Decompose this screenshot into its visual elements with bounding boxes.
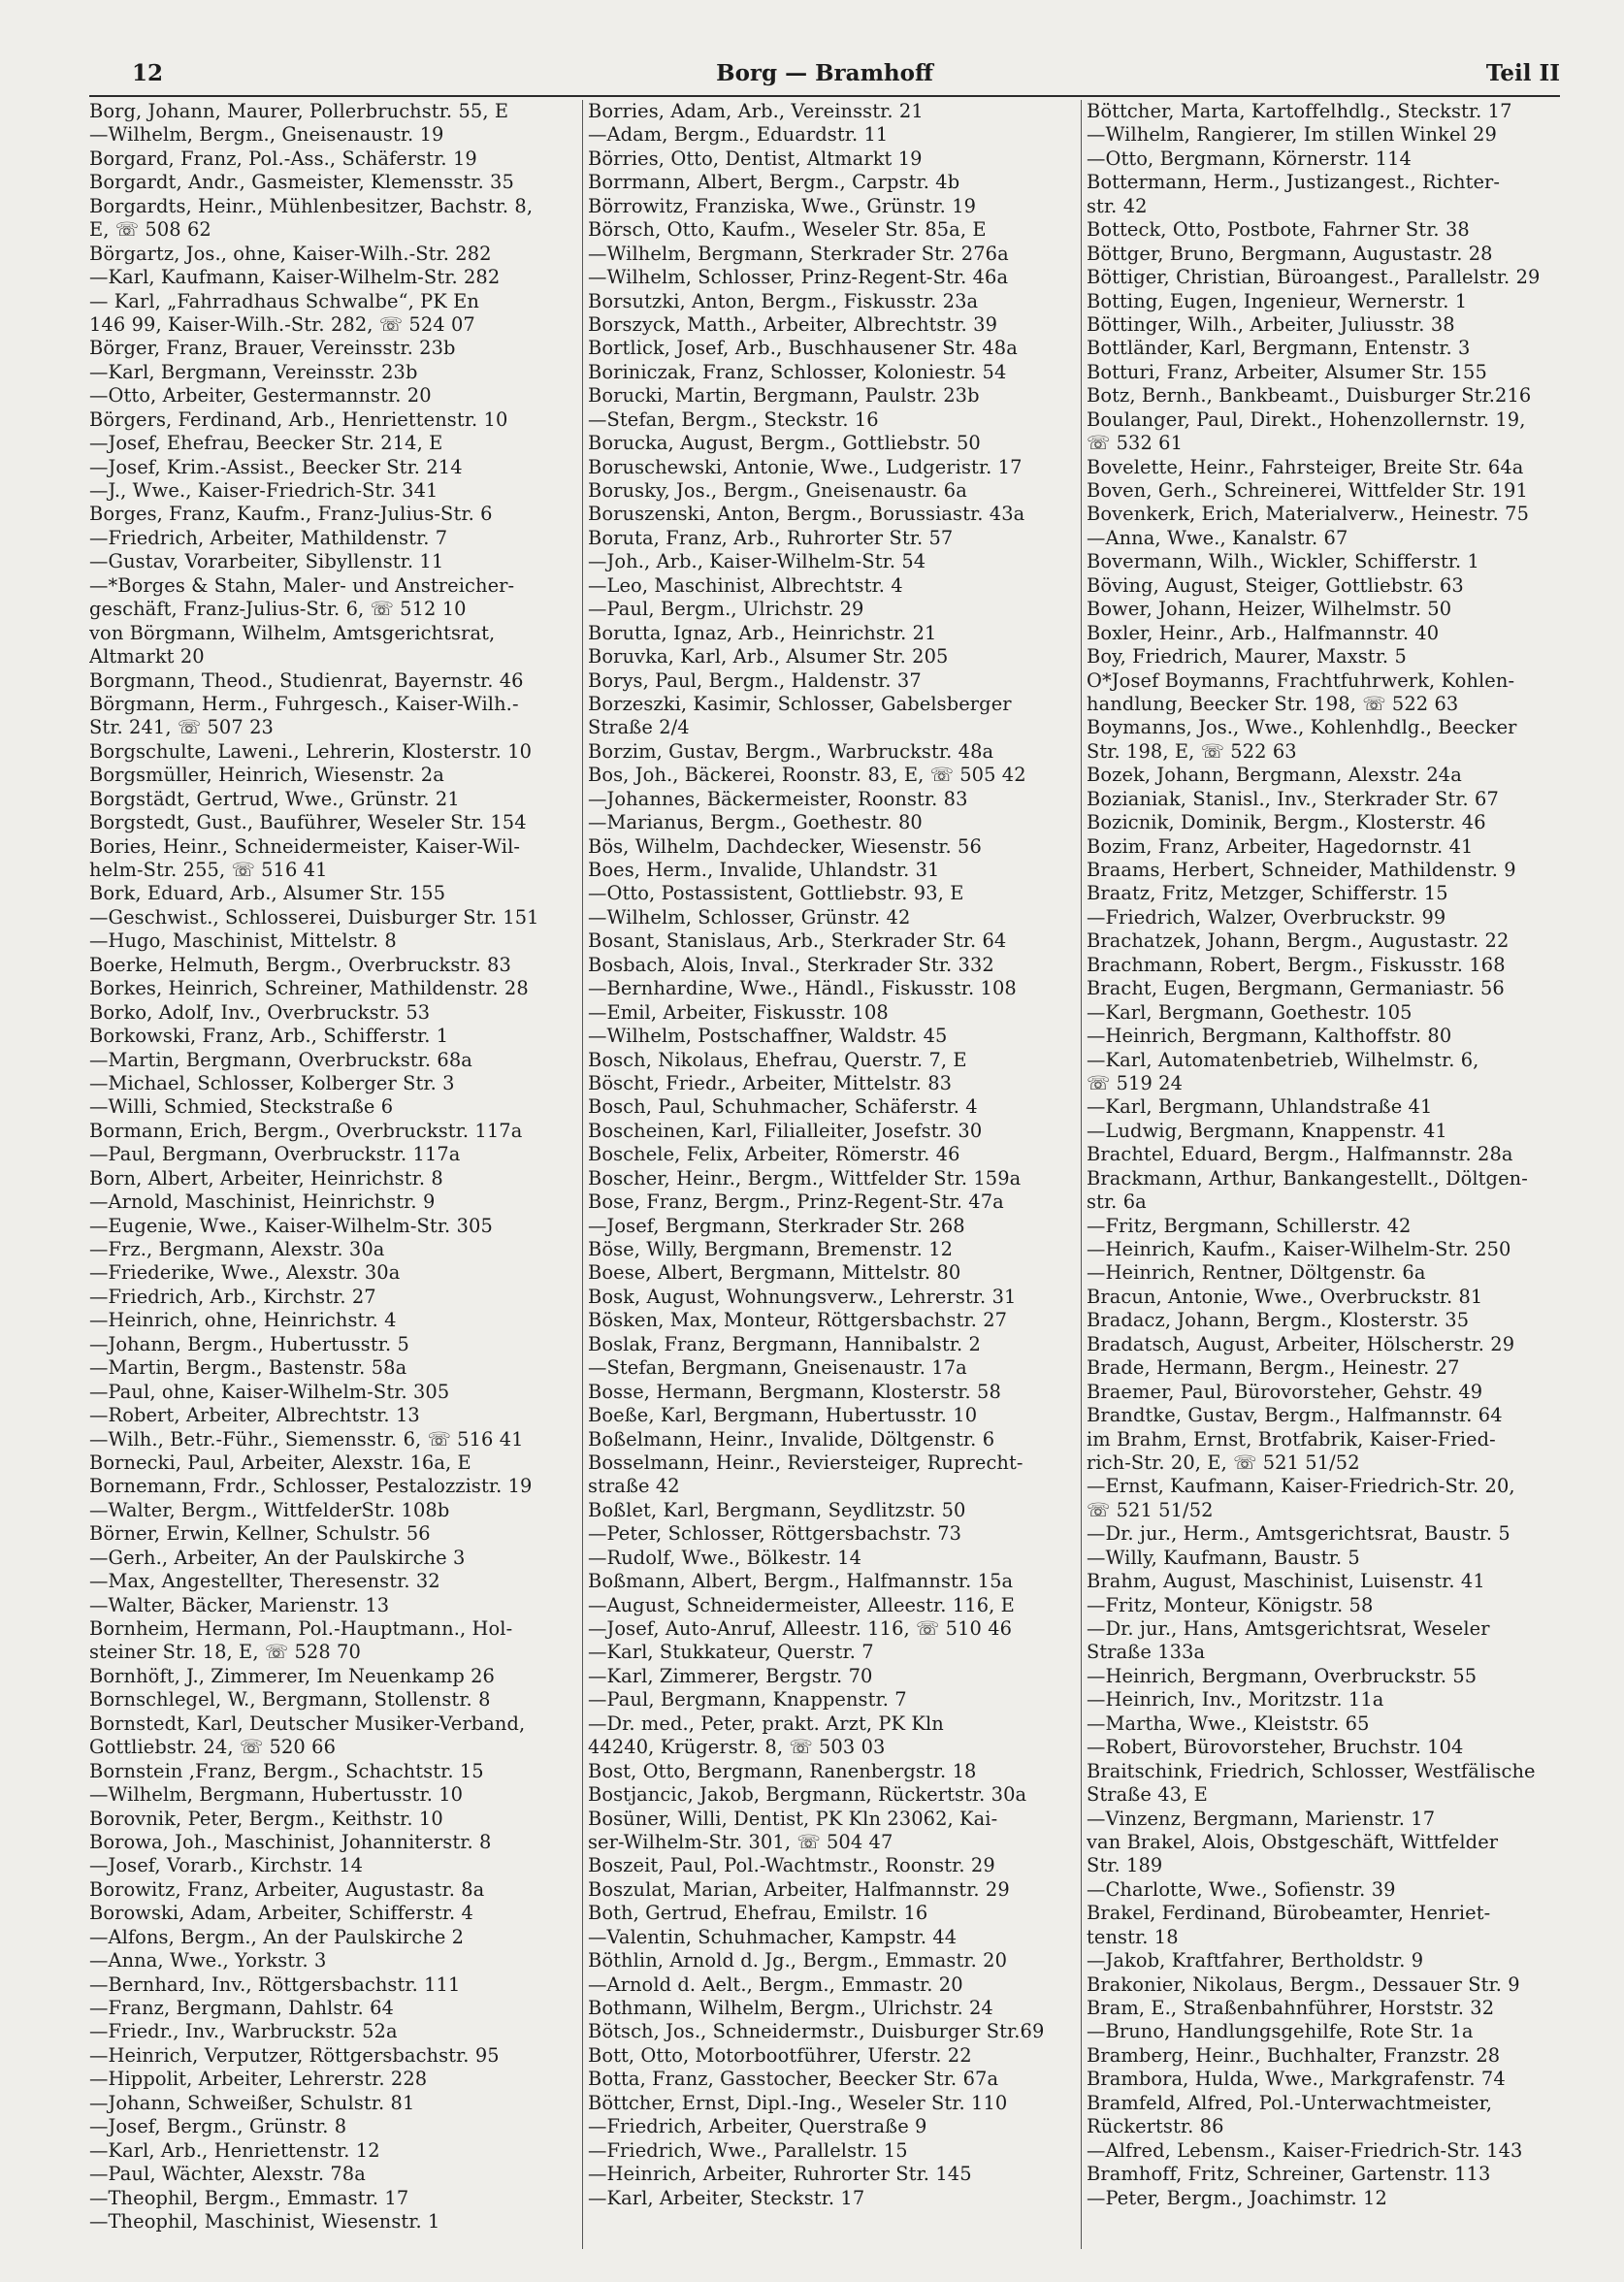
page-header xyxy=(89,60,1560,99)
directory-entry: im Brahm, Ernst, Brotfabrik, Kaiser-Fried- xyxy=(1087,1427,1496,1451)
directory-entry: —Bruno, Handlungsgehilfe, Rote Str. 1a xyxy=(1087,2020,1474,2043)
directory-entry: —Theophil, Bergm., Emmastr. 17 xyxy=(89,2186,409,2209)
directory-entry: Botta, Franz, Gasstocher, Beecker Str. 67a xyxy=(588,2068,999,2091)
directory-entry: Str. 198, E, ☏ 522 63 xyxy=(1087,739,1297,763)
directory-entry: Borys, Paul, Bergm., Haldenstr. 37 xyxy=(588,668,922,692)
directory-entry: Boriniczak, Franz, Schlosser, Koloniestr. 54 xyxy=(588,360,1007,383)
directory-entry: Borko, Adolf, Inv., Overbruckstr. 53 xyxy=(89,1000,431,1024)
directory-entry: —Fritz, Monteur, Königstr. 58 xyxy=(1087,1593,1374,1616)
directory-entry: —Arnold d. Aelt., Bergm., Emmastr. 20 xyxy=(588,1972,963,1996)
directory-entry: —Friedrich, Arbeiter, Querstraße 9 xyxy=(588,2115,927,2138)
directory-entry: —Heinrich, Bergmann, Kalthoffstr. 80 xyxy=(1087,1025,1452,1048)
directory-entry: Borkes, Heinrich, Schreiner, Mathildenstr. 28 xyxy=(89,977,529,1000)
directory-entry: —Josef, Vorarb., Kirchstr. 14 xyxy=(89,1854,364,1877)
directory-entry: Boruschewski, Antonie, Wwe., Ludgeristr. 17 xyxy=(588,455,1023,478)
directory-entry: —Joh., Arb., Kaiser-Wilhelm-Str. 54 xyxy=(588,550,926,573)
directory-entry: Borgsmüller, Heinrich, Wiesenstr. 2a xyxy=(89,764,444,787)
directory-entry: Böttger, Bruno, Bergmann, Augustastr. 28 xyxy=(1087,242,1493,265)
directory-entry: Bosse, Hermann, Bergmann, Klosterstr. 58 xyxy=(588,1380,1001,1403)
directory-entry: steiner Str. 18, E, ☏ 528 70 xyxy=(89,1641,361,1664)
name-range: Borg — Bramhoff xyxy=(716,60,933,86)
directory-entry: —Johann, Schweißer, Schulstr. 81 xyxy=(89,2091,415,2114)
directory-entry: —Hugo, Maschinist, Mittelstr. 8 xyxy=(89,929,397,953)
directory-entry: Borucki, Martin, Bergmann, Paulstr. 23b xyxy=(588,384,980,408)
directory-entry: van Brakel, Alois, Obstgeschäft, Wittfelder xyxy=(1087,1830,1499,1853)
directory-entry: Brahm, August, Maschinist, Luisenstr. 41 xyxy=(1087,1570,1485,1593)
directory-entry: Bornheim, Hermann, Pol.-Hauptmann., Hol- xyxy=(89,1617,513,1640)
directory-entry: —Karl, Bergmann, Uhlandstraße 41 xyxy=(1087,1095,1433,1119)
directory-entry: —Robert, Bürovorsteher, Bruchstr. 104 xyxy=(1087,1736,1464,1759)
directory-entry: Borovnik, Peter, Bergm., Keithstr. 10 xyxy=(89,1807,443,1830)
directory-entry: Bös, Wilhelm, Dachdecker, Wiesenstr. 56 xyxy=(588,834,982,858)
directory-entry: Boruta, Franz, Arb., Ruhrorter Str. 57 xyxy=(588,526,954,549)
directory-entry: —Anna, Wwe., Kanalstr. 67 xyxy=(1087,526,1348,549)
directory-entry: —Josef, Krim.-Assist., Beecker Str. 214 xyxy=(89,455,463,478)
directory-entry: Brachatzek, Johann, Bergm., Augustastr. 22 xyxy=(1087,929,1510,953)
directory-entry: Brandtke, Gustav, Bergm., Halfmannstr. 64 xyxy=(1087,1404,1503,1427)
directory-entry: Boven, Gerh., Schreinerei, Wittfelder Str. 191 xyxy=(1087,479,1528,502)
directory-entry: —Willi, Schmied, Steckstraße 6 xyxy=(89,1095,394,1119)
directory-entry: Boslak, Franz, Bergmann, Hannibalstr. 2 xyxy=(588,1332,981,1355)
directory-entry: Brade, Hermann, Bergm., Heinestr. 27 xyxy=(1087,1356,1460,1380)
directory-entry: —Martin, Bergmann, Overbruckstr. 68a xyxy=(89,1048,472,1071)
directory-entry: —Heinrich, Rentner, Döltgenstr. 6a xyxy=(1087,1261,1426,1285)
directory-entry: Boßlet, Karl, Bergmann, Seydlitzstr. 50 xyxy=(588,1498,966,1521)
directory-entry: Boruszenski, Anton, Bergm., Borussiastr. 43a xyxy=(588,503,1025,526)
directory-entry: Bosüner, Willi, Dentist, PK Kln 23062, Kai- xyxy=(588,1807,998,1830)
directory-entry: Bozianiak, Stanisl., Inv., Sterkrader Str. 67 xyxy=(1087,787,1499,810)
directory-entry: —Gerh., Arbeiter, An der Paulskirche 3 xyxy=(89,1546,466,1569)
directory-entry: —Peter, Bergm., Joachimstr. 12 xyxy=(1087,2186,1387,2209)
directory-entry: —Josef, Bergmann, Sterkrader Str. 268 xyxy=(588,1214,965,1237)
directory-entry: —Wilhelm, Schlosser, Prinz-Regent-Str. 46a xyxy=(588,266,1009,289)
directory-entry: —Karl, Zimmerer, Bergstr. 70 xyxy=(588,1664,873,1687)
directory-entry: —Valentin, Schuhmacher, Kampstr. 44 xyxy=(588,1925,958,1948)
directory-entry: —Martha, Wwe., Kleiststr. 65 xyxy=(1087,1712,1370,1735)
directory-entry: Bottländer, Karl, Bergmann, Entenstr. 3 xyxy=(1087,337,1471,360)
directory-entry: Borgschulte, Laweni., Lehrerin, Klosterstr. 10 xyxy=(89,739,533,763)
directory-entry: Borgardt, Andr., Gasmeister, Klemensstr. 35 xyxy=(89,171,514,194)
directory-entry: Bötsch, Jos., Schneidermstr., Duisburger Str.69 xyxy=(588,2020,1045,2043)
directory-entry: Brakel, Ferdinand, Bürobeamter, Henriet- xyxy=(1087,1902,1491,1925)
directory-entry: — Karl, „Fahrradhaus Schwalbe“, PK En xyxy=(89,289,479,312)
directory-entry: —Josef, Bergm., Grünstr. 8 xyxy=(89,2115,347,2138)
directory-entry: Boschele, Felix, Arbeiter, Römerstr. 46 xyxy=(588,1143,960,1166)
directory-entry: geschäft, Franz-Julius-Str. 6, ☏ 512 10 xyxy=(89,598,467,621)
directory-entry: Börgartz, Jos., ohne, Kaiser-Wilh.-Str. 282 xyxy=(89,242,492,265)
directory-entry: 146 99, Kaiser-Wilh.-Str. 282, ☏ 524 07 xyxy=(89,312,475,336)
directory-entry: —Bernhardine, Wwe., Händl., Fiskusstr. 108 xyxy=(588,977,1017,1000)
directory-entry: Börger, Franz, Brauer, Vereinsstr. 23b xyxy=(89,337,456,360)
directory-entry: ☏ 532 61 xyxy=(1087,432,1184,455)
directory-entry: Boxler, Heinr., Arb., Halfmannstr. 40 xyxy=(1087,621,1440,644)
directory-entry: str. 6a xyxy=(1087,1190,1147,1214)
directory-entry: Brachmann, Robert, Bergm., Fiskusstr. 168 xyxy=(1087,953,1506,976)
directory-entry: Bortlick, Josef, Arb., Buschhausener Str. 48a xyxy=(588,337,1018,360)
directory-entry: Borzeszki, Kasimir, Schlosser, Gabelsberger xyxy=(588,692,1012,715)
directory-entry: Bottermann, Herm., Justizangest., Richter- xyxy=(1087,171,1501,194)
directory-entry: —Theophil, Maschinist, Wiesenstr. 1 xyxy=(89,2209,440,2233)
directory-entry: Bories, Heinr., Schneidermeister, Kaiser-Wil- xyxy=(89,834,521,858)
directory-entry: —J., Wwe., Kaiser-Friedrich-Str. 341 xyxy=(89,479,438,502)
directory-entry: —Leo, Maschinist, Albrechtstr. 4 xyxy=(588,573,903,597)
directory-entry: —Arnold, Maschinist, Heinrichstr. 9 xyxy=(89,1190,436,1214)
directory-entry: Bothmann, Wilhelm, Bergm., Ulrichstr. 24 xyxy=(588,1997,993,2019)
directory-entry: ser-Wilhelm-Str. 301, ☏ 504 47 xyxy=(588,1830,893,1853)
directory-entry: —Alfons, Bergm., An der Paulskirche 2 xyxy=(89,1925,465,1948)
directory-entry: Bosch, Nikolaus, Ehefrau, Querstr. 7, E xyxy=(588,1048,967,1071)
column-divider xyxy=(1081,100,1082,2249)
directory-entry: —Johannes, Bäckermeister, Roonstr. 83 xyxy=(588,787,968,810)
directory-entry: Bradacz, Johann, Bergm., Klosterstr. 35 xyxy=(1087,1309,1470,1332)
column-divider xyxy=(582,100,583,2249)
directory-entry: —Gustav, Vorarbeiter, Sibyllenstr. 11 xyxy=(89,550,444,573)
directory-entry: Borsutzki, Anton, Bergm., Fiskusstr. 23a xyxy=(588,289,979,312)
directory-entry: —Hippolit, Arbeiter, Lehrerstr. 228 xyxy=(89,2068,428,2091)
directory-entry: —Karl, Kaufmann, Kaiser-Wilhelm-Str. 282 xyxy=(89,266,501,289)
directory-entry: Boscheinen, Karl, Filialleiter, Josefstr. 30 xyxy=(588,1119,983,1142)
directory-entry: —Robert, Arbeiter, Albrechtstr. 13 xyxy=(89,1404,420,1427)
directory-entry: Bram, E., Straßenbahnführer, Horststr. 32 xyxy=(1087,1997,1495,2019)
directory-entry: Botturi, Franz, Arbeiter, Alsumer Str. 155 xyxy=(1087,360,1487,383)
directory-entry: Boerke, Helmuth, Bergm., Overbruckstr. 83 xyxy=(89,953,511,976)
directory-entry: Braams, Herbert, Schneider, Mathildenstr. 9 xyxy=(1087,859,1516,881)
directory-entry: Botting, Eugen, Ingenieur, Wernerstr. 1 xyxy=(1087,289,1468,312)
directory-entry: Borgstädt, Gertrud, Wwe., Grünstr. 21 xyxy=(89,787,460,810)
directory-entry: Brambora, Hulda, Wwe., Markgrafenstr. 74 xyxy=(1087,2068,1506,2091)
directory-entry: —Paul, Wächter, Alexstr. 78a xyxy=(89,2163,366,2186)
directory-entry: —Karl, Bergmann, Vereinsstr. 23b xyxy=(89,360,418,383)
directory-entry: Braatz, Fritz, Metzger, Schifferstr. 15 xyxy=(1087,882,1448,905)
directory-entry: —Martin, Bergm., Bastenstr. 58a xyxy=(89,1356,407,1380)
directory-entry: —Paul, ohne, Kaiser-Wilhelm-Str. 305 xyxy=(89,1380,450,1403)
directory-entry: Borutta, Ignaz, Arb., Heinrichstr. 21 xyxy=(588,621,937,644)
header-rule xyxy=(89,95,1560,97)
directory-entry: Str. 189 xyxy=(1087,1854,1163,1877)
directory-entry: helm-Str. 255, ☏ 516 41 xyxy=(89,859,328,881)
directory-entry: —Adam, Bergm., Eduardstr. 11 xyxy=(588,123,889,147)
directory-entry: Bormann, Erich, Bergm., Overbruckstr. 117a xyxy=(89,1119,523,1142)
directory-entry: —Josef, Ehefrau, Beecker Str. 214, E xyxy=(89,432,443,455)
directory-entry: —Ludwig, Bergmann, Knappenstr. 41 xyxy=(1087,1119,1447,1142)
directory-entry: —Wilhelm, Bergmann, Hubertusstr. 10 xyxy=(89,1783,464,1807)
directory-entry: —Wilh., Betr.-Führ., Siemensstr. 6, ☏ 516 41 xyxy=(89,1427,524,1451)
directory-entry: handlung, Beecker Str. 198, ☏ 522 63 xyxy=(1087,692,1459,715)
directory-entry: —Otto, Bergmann, Körnerstr. 114 xyxy=(1087,147,1412,170)
directory-entry: Bornstedt, Karl, Deutscher Musiker-Verband, xyxy=(89,1712,526,1735)
directory-entry: —Johann, Bergm., Hubertusstr. 5 xyxy=(89,1332,409,1355)
directory-entry: —Friedr., Inv., Warbruckstr. 52a xyxy=(89,2020,398,2043)
directory-entry: —Ernst, Kaufmann, Kaiser-Friedrich-Str. 20, xyxy=(1087,1475,1515,1498)
directory-entry: Bost, Otto, Bergmann, Ranenbergstr. 18 xyxy=(588,1759,977,1782)
directory-entry: Botteck, Otto, Postbote, Fahrner Str. 38 xyxy=(1087,218,1470,242)
directory-entry: Borgmann, Theod., Studienrat, Bayernstr. 46 xyxy=(89,668,524,692)
column-2 xyxy=(588,100,1081,2210)
directory-entry: Bott, Otto, Motorbootführer, Uferstr. 22 xyxy=(588,2043,972,2067)
directory-entry: —Bernhard, Inv., Röttgersbachstr. 111 xyxy=(89,1972,461,1996)
directory-entry: —Rudolf, Wwe., Bölkestr. 14 xyxy=(588,1546,862,1569)
directory-entry: Böscht, Friedr., Arbeiter, Mittelstr. 83 xyxy=(588,1071,953,1094)
directory-entry: —Friedrich, Arb., Kirchstr. 27 xyxy=(89,1285,376,1308)
directory-entry: tenstr. 18 xyxy=(1087,1925,1179,1948)
directory-entry: Bracht, Eugen, Bergmann, Germaniastr. 56 xyxy=(1087,977,1505,1000)
directory-entry: Börgmann, Herm., Fuhrgesch., Kaiser-Wilh.- xyxy=(89,692,519,715)
directory-entry: Boszeit, Paul, Pol.-Wachtmstr., Roonstr. 29 xyxy=(588,1854,995,1877)
directory-entry: Borkowski, Franz, Arb., Schifferstr. 1 xyxy=(89,1025,449,1048)
directory-entry: Bostjancic, Jakob, Bergmann, Rückertstr. 30a xyxy=(588,1783,1027,1807)
directory-entry: Borg, Johann, Maurer, Pollerbruchstr. 55, E xyxy=(89,100,509,122)
directory-entry: —Anna, Wwe., Yorkstr. 3 xyxy=(89,1949,327,1972)
directory-entry: straße 42 xyxy=(588,1475,680,1498)
directory-entry: Bozek, Johann, Bergmann, Alexstr. 24a xyxy=(1087,764,1462,787)
directory-entry: Bozicnik, Dominik, Bergm., Klosterstr. 46 xyxy=(1087,811,1486,834)
directory-entry: —Wilhelm, Schlosser, Grünstr. 42 xyxy=(588,905,911,929)
directory-entry: Borszyck, Matth., Arbeiter, Albrechtstr. 39 xyxy=(588,312,998,336)
directory-entry: —Max, Angestellter, Theresenstr. 32 xyxy=(89,1570,440,1593)
directory-entry: Borucka, August, Bergm., Gottliebstr. 50 xyxy=(588,432,981,455)
directory-entry: Borzim, Gustav, Bergm., Warbruckstr. 48a xyxy=(588,739,994,763)
directory-entry: —Josef, Auto-Anruf, Alleestr. 116, ☏ 510 46 xyxy=(588,1617,1013,1640)
directory-entry: Brakonier, Nikolaus, Bergm., Dessauer Str. 9 xyxy=(1087,1972,1520,1996)
directory-entry: —Walter, Bergm., WittfelderStr. 108b xyxy=(89,1498,450,1521)
directory-entry: Gottliebstr. 24, ☏ 520 66 xyxy=(89,1736,337,1759)
directory-entry: —Willy, Kaufmann, Baustr. 5 xyxy=(1087,1546,1360,1569)
directory-entry: —Alfred, Lebensm., Kaiser-Friedrich-Str. 143 xyxy=(1087,2138,1523,2162)
directory-entry: Borrmann, Albert, Bergm., Carpstr. 4b xyxy=(588,171,960,194)
directory-entry: Böttinger, Wilh., Arbeiter, Juliusstr. 38 xyxy=(1087,312,1455,336)
directory-entry: —Heinrich, Kaufm., Kaiser-Wilhelm-Str. 250 xyxy=(1087,1238,1511,1260)
directory-entry: —Marianus, Bergm., Goethestr. 80 xyxy=(588,811,923,834)
directory-entry: Straße 133a xyxy=(1087,1641,1206,1664)
directory-entry: Bradatsch, August, Arbeiter, Hölscherstr. 29 xyxy=(1087,1332,1515,1355)
directory-entry: —Friedrich, Wwe., Parallelstr. 15 xyxy=(588,2138,908,2162)
directory-entry: —Karl, Stukkateur, Querstr. 7 xyxy=(588,1641,874,1664)
directory-entry: Bovermann, Wilh., Wickler, Schifferstr. 1 xyxy=(1087,550,1479,573)
directory-entry: —Heinrich, Verputzer, Röttgersbachstr. 95 xyxy=(89,2043,500,2067)
directory-entry: Bozim, Franz, Arbeiter, Hagedornstr. 41 xyxy=(1087,834,1474,858)
directory-entry: Boese, Albert, Bergmann, Mittelstr. 80 xyxy=(588,1261,961,1285)
directory-entry: Boes, Herm., Invalide, Uhlandstr. 31 xyxy=(588,859,940,881)
directory-entry: Böving, August, Steiger, Gottliebstr. 63 xyxy=(1087,573,1464,597)
directory-entry: Rückertstr. 86 xyxy=(1087,2115,1224,2138)
directory-entry: Bos, Joh., Bäckerei, Roonstr. 83, E, ☏ 505 42 xyxy=(588,764,1026,787)
directory-entry: —Friedrich, Arbeiter, Mathildenstr. 7 xyxy=(89,526,448,549)
directory-entry: —Otto, Arbeiter, Gestermannstr. 20 xyxy=(89,384,432,408)
directory-entry: Bornschlegel, W., Bergmann, Stollenstr. 8 xyxy=(89,1688,491,1712)
directory-entry: —Dr. jur., Hans, Amtsgerichtsrat, Weseler xyxy=(1087,1617,1490,1640)
directory-entry: —Stefan, Bergmann, Gneisenaustr. 17a xyxy=(588,1356,967,1380)
directory-entry: Bornstein ,Franz, Bergm., Schachtstr. 15 xyxy=(89,1759,484,1782)
directory-entry: Böttcher, Ernst, Dipl.-Ing., Weseler Str. 110 xyxy=(588,2091,1008,2114)
directory-entry: rich-Str. 20, E, ☏ 521 51/52 xyxy=(1087,1451,1360,1474)
directory-entry: Börner, Erwin, Kellner, Schulstr. 56 xyxy=(89,1522,431,1546)
directory-entry: —August, Schneidermeister, Alleestr. 116, E xyxy=(588,1593,1015,1616)
directory-entry: Böttiger, Christian, Büroangest., Parallelstr. 29 xyxy=(1087,266,1541,289)
directory-entry: —Karl, Automatenbetrieb, Wilhelmstr. 6, xyxy=(1087,1048,1479,1071)
directory-entry: Bower, Johann, Heizer, Wilhelmstr. 50 xyxy=(1087,598,1452,621)
directory-entry: Börgers, Ferdinand, Arb., Henriettenstr. 10 xyxy=(89,408,508,431)
directory-entry: —Otto, Postassistent, Gottliebstr. 93, E xyxy=(588,882,964,905)
column-3 xyxy=(1087,100,1579,2210)
directory-entry: Bovelette, Heinr., Fahrsteiger, Breite Str. 64a xyxy=(1087,455,1524,478)
directory-entry: —Fritz, Bergmann, Schillerstr. 42 xyxy=(1087,1214,1412,1237)
directory-entry: Böse, Willy, Bergmann, Bremenstr. 12 xyxy=(588,1238,954,1260)
directory-entry: —Wilhelm, Bergmann, Sterkrader Str. 276a xyxy=(588,242,1009,265)
directory-entry: —Peter, Schlosser, Röttgersbachstr. 73 xyxy=(588,1522,962,1546)
directory-entry: Bracun, Antonie, Wwe., Overbruckstr. 81 xyxy=(1087,1285,1483,1308)
column-1 xyxy=(89,100,582,2233)
directory-entry: Borowa, Joh., Maschinist, Johanniterstr. 8 xyxy=(89,1830,492,1853)
directory-entry: Bosbach, Alois, Inval., Sterkrader Str. 332 xyxy=(588,953,994,976)
directory-entry: —Frz., Bergmann, Alexstr. 30a xyxy=(89,1238,385,1260)
directory-entry: Borowski, Adam, Arbeiter, Schifferstr. 4 xyxy=(89,1902,473,1925)
directory-entry: Boulanger, Paul, Direkt., Hohenzollernstr. 19, xyxy=(1087,408,1526,431)
directory-entry: Bosch, Paul, Schuhmacher, Schäferstr. 4 xyxy=(588,1095,978,1119)
directory-entry: Str. 241, ☏ 507 23 xyxy=(89,716,274,739)
directory-entry: Boscher, Heinr., Bergm., Wittfelder Str. 159a xyxy=(588,1166,1022,1190)
directory-entry: —Wilhelm, Postschaffner, Waldstr. 45 xyxy=(588,1025,948,1048)
directory-entry: Börrowitz, Franziska, Wwe., Grünstr. 19 xyxy=(588,194,977,217)
directory-entry: Boßmann, Albert, Bergm., Halfmannstr. 15a xyxy=(588,1570,1014,1593)
directory-entry: —Heinrich, Arbeiter, Ruhrorter Str. 145 xyxy=(588,2163,972,2186)
directory-entry: —Heinrich, Bergmann, Overbruckstr. 55 xyxy=(1087,1664,1478,1687)
directory-entry: Bosk, August, Wohnungsverw., Lehrerstr. 31 xyxy=(588,1285,1017,1308)
directory-entry: —Walter, Bäcker, Marienstr. 13 xyxy=(89,1593,390,1616)
directory-entry: Boszulat, Marian, Arbeiter, Halfmannstr. 29 xyxy=(588,1877,1010,1901)
directory-entry: —Wilhelm, Rangierer, Im stillen Winkel 29 xyxy=(1087,123,1497,147)
directory-entry: Borgardts, Heinr., Mühlenbesitzer, Bachstr. 8, xyxy=(89,194,534,217)
directory-entry: Borowitz, Franz, Arbeiter, Augustastr. 8a xyxy=(89,1877,485,1901)
directory-entry: Börries, Otto, Dentist, Altmarkt 19 xyxy=(588,147,923,170)
directory-entry: E, ☏ 508 62 xyxy=(89,218,211,242)
directory-entry: O*Josef Boymanns, Frachtfuhrwerk, Kohlen- xyxy=(1087,668,1515,692)
directory-entry: Borgard, Franz, Pol.-Ass., Schäferstr. 19 xyxy=(89,147,477,170)
directory-entry: —Paul, Bergmann, Knappenstr. 7 xyxy=(588,1688,907,1712)
directory-entry: —Vinzenz, Bergmann, Marienstr. 17 xyxy=(1087,1807,1436,1830)
directory-entry: —Dr. med., Peter, prakt. Arzt, PK Kln xyxy=(588,1712,944,1735)
directory-entry: 44240, Krügerstr. 8, ☏ 503 03 xyxy=(588,1736,886,1759)
directory-entry: Bosant, Stanislaus, Arb., Sterkrader Str. 64 xyxy=(588,929,1007,953)
directory-entry: Braemer, Paul, Bürovorsteher, Gehstr. 49 xyxy=(1087,1380,1483,1403)
directory-entry: Bramberg, Heinr., Buchhalter, Franzstr. 28 xyxy=(1087,2043,1501,2067)
directory-entry: str. 42 xyxy=(1087,194,1148,217)
directory-entry: Borusky, Jos., Bergm., Gneisenaustr. 6a xyxy=(588,479,967,502)
directory-entry: Bose, Franz, Bergm., Prinz-Regent-Str. 47a xyxy=(588,1190,1004,1214)
directory-entry: Altmarkt 20 xyxy=(89,645,205,668)
directory-entry: —Heinrich, Inv., Moritzstr. 11a xyxy=(1087,1688,1384,1712)
directory-entry: —Michael, Schlosser, Kolberger Str. 3 xyxy=(89,1071,455,1094)
directory-entry: Born, Albert, Arbeiter, Heinrichstr. 8 xyxy=(89,1166,443,1190)
directory-entry: von Börgmann, Wilhelm, Amtsgerichtsrat, xyxy=(89,621,496,644)
directory-entry: Botz, Bernh., Bankbeamt., Duisburger Str.216 xyxy=(1087,384,1532,408)
directory-entry: —Geschwist., Schlosserei, Duisburger Str. 151 xyxy=(89,905,539,929)
directory-entry: Boßelmann, Heinr., Invalide, Döltgenstr. 6 xyxy=(588,1427,995,1451)
directory-entry: Bramhoff, Fritz, Schreiner, Gartenstr. 113 xyxy=(1087,2163,1491,2186)
directory-entry: —Karl, Bergmann, Goethestr. 105 xyxy=(1087,1000,1413,1024)
directory-entry: Bornecki, Paul, Arbeiter, Alexstr. 16a, E xyxy=(89,1451,471,1474)
directory-entry: Straße 2/4 xyxy=(588,716,690,739)
directory-entry: Brachtel, Eduard, Bergm., Halfmannstr. 28a xyxy=(1087,1143,1513,1166)
directory-entry: —Dr. jur., Herm., Amtsgerichtsrat, Baustr. 5 xyxy=(1087,1522,1510,1546)
directory-entry: Boruvka, Karl, Arb., Alsumer Str. 205 xyxy=(588,645,949,668)
directory-entry: Bornemann, Frdr., Schlosser, Pestalozzistr. 19 xyxy=(89,1475,533,1498)
directory-entry: Boymanns, Jos., Wwe., Kohlenhdlg., Beecker xyxy=(1087,716,1517,739)
directory-entry: Böthlin, Arnold d. Jg., Bergm., Emmastr. 20 xyxy=(588,1949,1008,1972)
directory-entry: Borges, Franz, Kaufm., Franz-Julius-Str. 6 xyxy=(89,503,493,526)
directory-entry: Brackmann, Arthur, Bankangestellt., Döltgen- xyxy=(1087,1166,1528,1190)
directory-entry: Straße 43, E xyxy=(1087,1783,1208,1807)
directory-entry: Both, Gertrud, Ehefrau, Emilstr. 16 xyxy=(588,1902,928,1925)
directory-entry: Bösken, Max, Monteur, Röttgersbachstr. 27 xyxy=(588,1309,1008,1332)
directory-entry: Bramfeld, Alfred, Pol.-Unterwachtmeister, xyxy=(1087,2091,1493,2114)
part-label: Teil II xyxy=(1485,60,1560,86)
directory-entry: —*Borges & Stahn, Maler- und Anstreicher- xyxy=(89,573,515,597)
directory-entry: Bornhöft, J., Zimmerer, Im Neuenkamp 26 xyxy=(89,1664,495,1687)
directory-entry: Bovenkerk, Erich, Materialverw., Heinestr. 75 xyxy=(1087,503,1530,526)
directory-entry: Bork, Eduard, Arb., Alsumer Str. 155 xyxy=(89,882,446,905)
directory-entry: ☏ 519 24 xyxy=(1087,1071,1184,1094)
directory-entry: —Paul, Bergm., Ulrichstr. 29 xyxy=(588,598,864,621)
directory-entry: —Franz, Bergmann, Dahlstr. 64 xyxy=(89,1997,394,2019)
directory-entry: Boeße, Karl, Bergmann, Hubertusstr. 10 xyxy=(588,1404,978,1427)
directory-entry: Borgstedt, Gust., Bauführer, Weseler Str. 154 xyxy=(89,811,527,834)
directory-entry: —Emil, Arbeiter, Fiskusstr. 108 xyxy=(588,1000,889,1024)
directory-entry: —Wilhelm, Bergm., Gneisenaustr. 19 xyxy=(89,123,444,147)
directory-entry: Börsch, Otto, Kaufm., Weseler Str. 85a, E xyxy=(588,218,987,242)
directory-entry: —Karl, Arbeiter, Steckstr. 17 xyxy=(588,2186,865,2209)
directory-entry: —Charlotte, Wwe., Sofienstr. 39 xyxy=(1087,1877,1396,1901)
page-number: 12 xyxy=(132,60,164,86)
directory-entry: —Eugenie, Wwe., Kaiser-Wilhelm-Str. 305 xyxy=(89,1214,493,1237)
directory-entry: Borries, Adam, Arb., Vereinsstr. 21 xyxy=(588,100,924,122)
directory-entry: ☏ 521 51/52 xyxy=(1087,1498,1214,1521)
directory-entry: —Jakob, Kraftfahrer, Bertholdstr. 9 xyxy=(1087,1949,1424,1972)
directory-entry: —Karl, Arb., Henriettenstr. 12 xyxy=(89,2138,380,2162)
directory-entry: —Friedrich, Walzer, Overbruckstr. 99 xyxy=(1087,905,1446,929)
directory-entry: —Paul, Bergmann, Overbruckstr. 117a xyxy=(89,1143,461,1166)
directory-entry: Böttcher, Marta, Kartoffelhdlg., Steckstr. 17 xyxy=(1087,100,1512,122)
directory-entry: Bosselmann, Heinr., Reviersteiger, Ruprecht- xyxy=(588,1451,1023,1474)
directory-entry: Braitschink, Friedrich, Schlosser, Westfälische xyxy=(1087,1759,1536,1782)
directory-entry: —Friederike, Wwe., Alexstr. 30a xyxy=(89,1261,401,1285)
directory-entry: —Heinrich, ohne, Heinrichstr. 4 xyxy=(89,1309,397,1332)
directory-entry: —Stefan, Bergm., Steckstr. 16 xyxy=(588,408,879,431)
directory-entry: Boy, Friedrich, Maurer, Maxstr. 5 xyxy=(1087,645,1407,668)
